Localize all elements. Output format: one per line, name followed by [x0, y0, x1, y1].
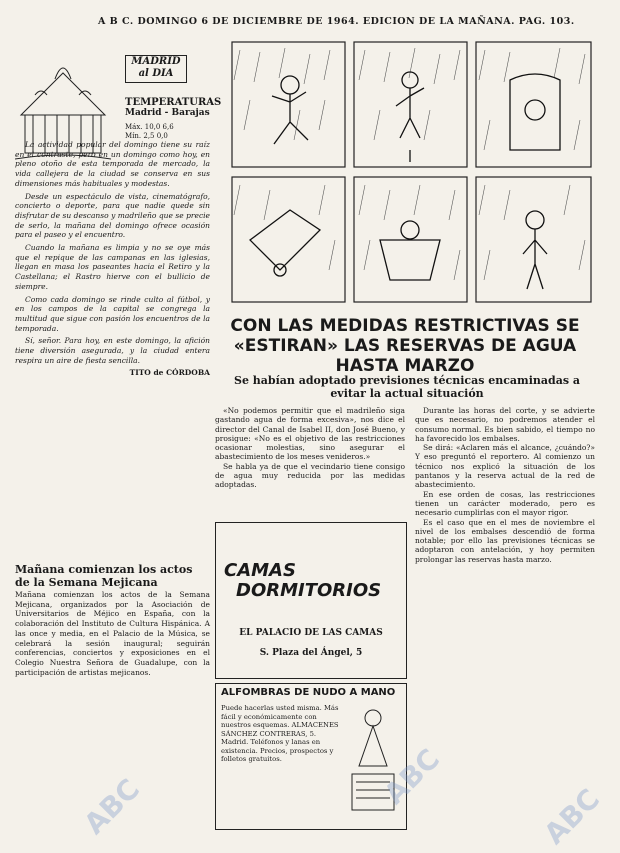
article-col-1	[215, 406, 405, 490]
paragraph: Sí, señor. Para hoy, en este domingo, la afición tiene diversión asegurada, y la ciudad entera respira un aire de fiesta sencilla.	[15, 336, 210, 365]
mejicana-body: Mañana comienzan los actos de la Semana Mejicana, organizados por la Asociación de Universitarios de Méjico en España, con la colaboración del Instituto de Cultura Hispánica. A las once y media, en el Palacio de la Música, se celebrará la sesión inaugural; seguirán conferencias, conciertos y exposiciones en el Colegio Nuestra Señora de Guadalupe, con la participación de artistas mejicanos.	[15, 590, 210, 677]
box-line-2: al DIA	[138, 68, 174, 79]
temp-row: Máx. 10,0 6,6	[125, 123, 174, 131]
paragraph: La actividad popular del domingo tiene su raíz en el contraste, pero en un domingo como hoy, en pleno otoño de esta temporada de mercado, la vida callejera de la ciudad se conserva en sus dimensiones más habituales y modestas.	[15, 140, 210, 188]
paragraph: En ese orden de cosas, las restricciones tienen un carácter moderado, pero es necesario cumplirlas con el mayor rigor.	[415, 489, 595, 518]
paragraph: Se habla ya de que el vecindario tiene consigo de agua muy reducida por las medidas adoptadas.	[215, 461, 405, 490]
temperatures-title: TEMPERATURAS	[125, 97, 222, 108]
left-column-text	[15, 140, 210, 381]
alfombras-ad-title: ALFOMBRAS DE NUDO A MANO	[221, 687, 396, 698]
mejicana-headline: Mañana comienzan los actos de la Semana Mejicana	[15, 563, 193, 589]
temperatures-place: Madrid - Barajas	[125, 108, 210, 118]
temperatures-table	[125, 123, 174, 141]
watermark: ABC	[537, 782, 606, 851]
signature: TITO de CÓRDOBA	[129, 368, 210, 378]
paragraph: Como cada domingo se rinde culto al fútbol, y en los campos de la capital se congrega la multitud que sigue con pasión los encuentros de la temporada.	[15, 294, 210, 333]
comic-strip	[230, 40, 595, 305]
article-col-2	[415, 406, 595, 564]
ad-word: CAMAS	[224, 560, 296, 581]
alfombras-ad-body: Puede hacerlas usted misma. Más fácil y económicamente con nuestros esquemas. ALMACENES SÁNCHEZ CONTRERAS, 5. Madrid. Teléfonos y lanas en existencia. Precios, prospectos y folletos gratuitos.	[221, 704, 339, 763]
box-line-1: MADRID	[131, 56, 181, 67]
paragraph: Se dirá: «Aclaren más el alcance, ¿cuándo?» Y eso preguntó el reportero. Al comienzo un técnico nos explicó la situación de los pantanos y la reserva actual de la red de abastecimiento.	[415, 443, 595, 490]
camas-ad-store: EL PALACIO DE LAS CAMAS	[239, 628, 383, 638]
paragraph: Cuando la mañana es limpia y no se oye más que el repique de las campanas en las iglesias, llegan en masa los paseantes hacia el Retiro y la Castellana; el Rastro hierve con el bullicio de siempre.	[15, 243, 210, 291]
alfombras-ad	[215, 683, 407, 830]
page-header: A B C. DOMINGO 6 DE DICIEMBRE DE 1964. EDICION DE LA MAÑANA. PAG. 103.	[98, 16, 575, 27]
main-subhead: Se habían adoptado previsiones técnicas encaminadas a evitar la actual situación	[234, 374, 580, 400]
paragraph: «No podemos permitir que el madrileño siga gastando agua de forma excesiva», nos dice el director del Canal de Isabel II, don José Bueno, y prosigue: «No es el objetivo de las restricciones ocasionar molestias, sino asegurar el abastecimiento de los meses venideros.»	[215, 406, 405, 462]
watermark: ABC	[77, 772, 146, 841]
paragraph: Durante las horas del corte, y se advierte que es necesario, no podremos atender el consumo normal. Es bien sabido, el tiempo no ha favorecido los embalses.	[415, 406, 595, 443]
camas-ad-title	[224, 561, 381, 601]
camas-ad-address: S. Plaza del Ángel, 5	[259, 648, 363, 658]
ad-word: DORMITORIOS	[236, 580, 382, 601]
madrid-al-dia-box	[125, 55, 187, 83]
main-headline: CON LAS MEDIDAS RESTRICTIVAS SE «ESTIRAN» LAS RESERVAS DE AGUA HASTA MARZO	[230, 316, 580, 376]
paragraph: Desde un espectáculo de vista, cinematógrafo, concierto o deporte, para que nadie quede sin disfrutar de su descanso y madrileño que se precie de serlo, la mañana del domingo ofrece ocasión para el paseo y el encuentro.	[15, 191, 210, 240]
watermark: ABC	[377, 742, 446, 811]
temp-row: Mín. 2,5 0,0	[125, 132, 168, 140]
camas-ad	[215, 522, 407, 679]
paragraph: Es el caso que en el mes de noviembre el nivel de los embalses descendió de forma notable; por ello las previsiones técnicas se adoptaron con antelación, y hoy permiten prolongar las reservas hasta marzo.	[415, 517, 595, 564]
